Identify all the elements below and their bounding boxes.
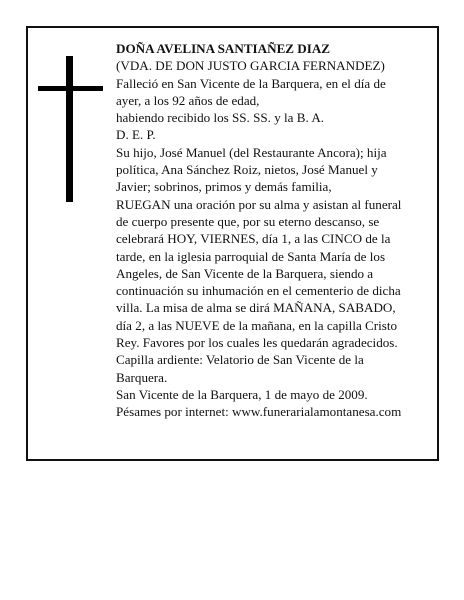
- widow-line: (VDA. DE DON JUSTO GARCIA FERNANDEZ): [116, 58, 385, 74]
- text-line: Rey. Favores por los cuales les quedarán agradecidos.: [116, 335, 398, 351]
- text-line: Angeles, de San Vicente de la Barquera, siendo a: [116, 265, 374, 281]
- deceased-name: DOÑA AVELINA SANTIAÑEZ DIAZ: [116, 41, 331, 56]
- text-line: día 2, a las NUEVE de la mañana, en la capilla Cristo: [116, 317, 398, 333]
- obituary-text: [116, 40, 436, 421]
- text-line: Su hijo, José Manuel (del Restaurante Ancora); hija: [116, 144, 387, 160]
- obituary-notice: [26, 26, 439, 461]
- text-line: Barquera.: [116, 369, 168, 385]
- text-line: RUEGAN una oración por su alma y asistan al funeral: [116, 196, 402, 212]
- text-line: Capilla ardiente: Velatorio de San Vicente de la: [116, 352, 364, 368]
- date-line: San Vicente de la Barquera, 1 de mayo de 2009.: [116, 386, 368, 402]
- cross-vertical-bar: [66, 56, 73, 202]
- text-line: celebrará HOY, VIERNES, día 1, a las CINCO de la: [116, 231, 391, 247]
- latin-cross-icon: [38, 56, 103, 202]
- text-line: Falleció en San Vicente de la Barquera, en el día de: [116, 75, 386, 91]
- text-line: Javier; sobrinos, primos y demás familia,: [116, 179, 332, 195]
- text-line: ayer, a los 92 años de edad,: [116, 92, 260, 108]
- text-line: continuación su inhumación en el cementerio de dicha: [116, 283, 401, 299]
- rip-line: D. E. P.: [116, 127, 156, 143]
- cross-horizontal-bar: [38, 86, 103, 91]
- text-line: villa. La misa de alma se dirá MAÑANA, SABADO,: [116, 300, 396, 316]
- text-line: de cuerpo presente que, por su eterno descanso, se: [116, 213, 380, 229]
- text-line: tarde, en la iglesia parroquial de Santa María de los: [116, 248, 386, 264]
- text-line: política, Ana Sánchez Roiz, nietos, José Manuel y: [116, 162, 378, 178]
- condolences-line: Pésames por internet: www.funerarialamontanesa.com: [116, 404, 402, 420]
- text-line: habiendo recibido los SS. SS. y la B. A.: [116, 110, 325, 126]
